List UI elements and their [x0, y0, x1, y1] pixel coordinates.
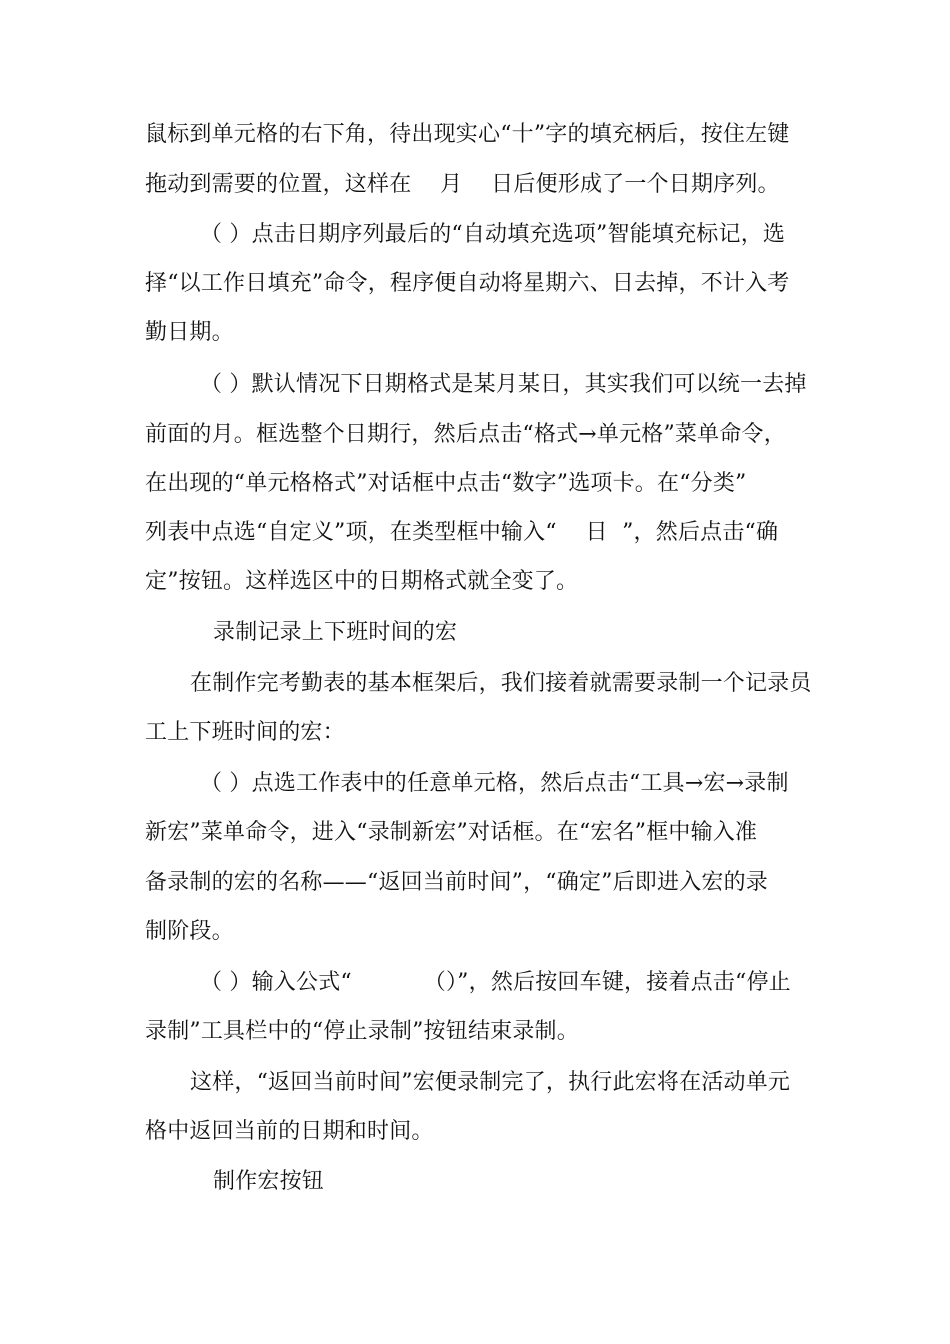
text-line: 勤日期。 [145, 320, 234, 345]
text-line: 在出现的“单元格格式”对话框中点击“数字”选项卡。在“分类” [145, 471, 747, 496]
text-line: 在制作完考勤表的基本框架后，我们接着就需要录制一个记录员 [190, 671, 812, 696]
text-line: （ ）默认情况下日期格式是某月某日，其实我们可以统一去掉 [200, 372, 807, 397]
text-line: （ ）点选工作表中的任意单元格，然后点击“工具→宏→录制 [200, 771, 789, 796]
text-line: 前面的月。框选整个日期行，然后点击“格式→单元格”菜单命令， [145, 422, 786, 447]
text-line: 备录制的宏的名称——“返回当前时间”，“确定”后即进入宏的录 [145, 870, 768, 895]
text-line: 定”按钮。这样选区中的日期格式就全变了。 [145, 569, 579, 594]
text-line: 列表中点选“自定义”项，在类型框中输入“ 日 ”，然后点击“确 [145, 520, 779, 545]
text-line: 格中返回当前的日期和时间。 [145, 1119, 434, 1144]
text-line: （ ）输入公式“ （）”，然后按回车键，接着点击“停止 [200, 970, 791, 995]
text-line: 拖动到需要的位置，这样在 月 日后便形成了一个日期序列。 [145, 172, 780, 197]
text-line: 择“以工作日填充”命令，程序便自动将星期六、日去掉，不计入考 [145, 271, 790, 296]
text-line: （ ）点击日期序列最后的“自动填充选项”智能填充标记，选 [200, 222, 786, 247]
text-line: 鼠标到单元格的右下角，待出现实心“十”字的填充柄后，按住左键 [145, 122, 790, 147]
text-line: 录制”工具栏中的“停止录制”按钮结束录制。 [145, 1019, 579, 1044]
section-heading: 录制记录上下班时间的宏 [213, 620, 458, 645]
section-heading: 制作宏按钮 [213, 1169, 325, 1194]
text-line: 制阶段。 [145, 919, 234, 944]
text-line: 这样，“返回当前时间”宏便录制完了，执行此宏将在活动单元 [190, 1070, 791, 1095]
text-line: 工上下班时间的宏： [145, 720, 345, 745]
text-line: 新宏”菜单命令，进入“录制新宏”对话框。在“宏名”框中输入准 [145, 820, 758, 845]
